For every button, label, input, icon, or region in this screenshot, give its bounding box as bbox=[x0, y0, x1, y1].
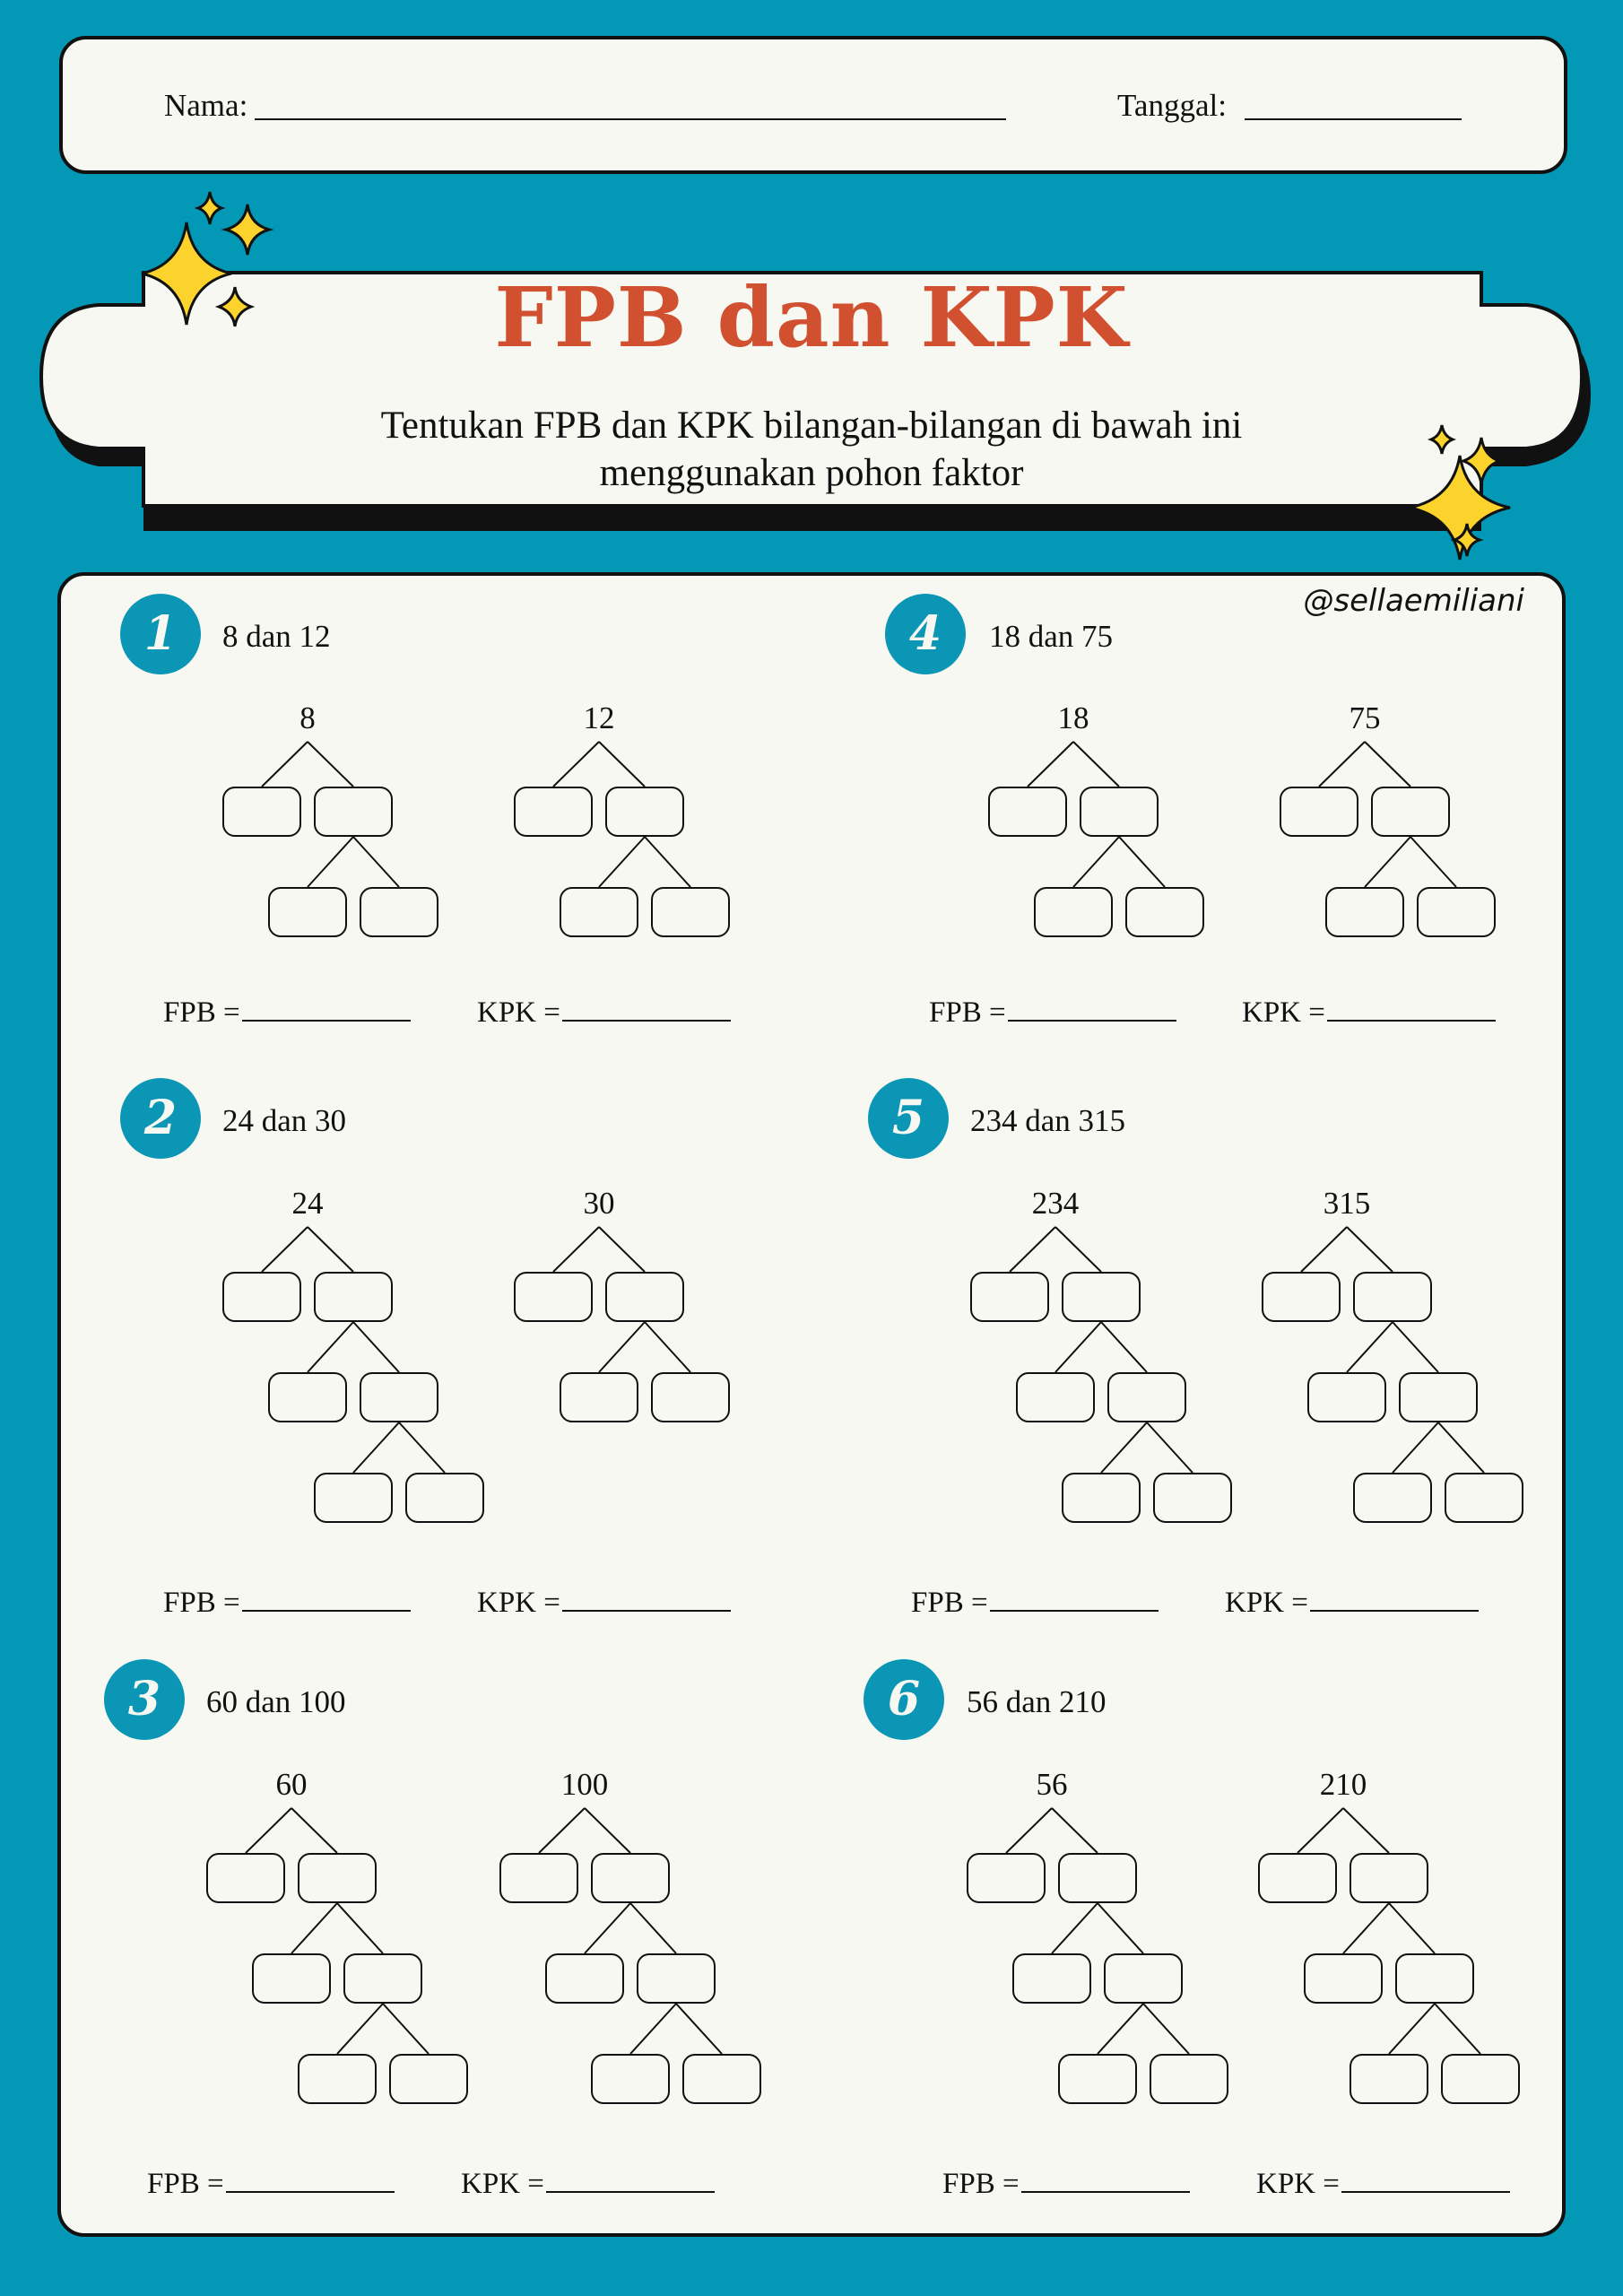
factor-box[interactable] bbox=[1104, 1953, 1183, 2004]
factor-box[interactable] bbox=[222, 1272, 301, 1322]
problem-label: 8 dan 12 bbox=[222, 619, 331, 654]
fpb-blank[interactable] bbox=[1008, 991, 1176, 1022]
tree-root-number: 18 bbox=[1057, 700, 1089, 735]
fpb-label: FPB = bbox=[911, 1587, 988, 1619]
tree-root-number: 234 bbox=[1031, 1186, 1080, 1221]
factor-box[interactable] bbox=[591, 2054, 670, 2104]
factor-box[interactable] bbox=[970, 1272, 1049, 1322]
factor-box[interactable] bbox=[1107, 1372, 1186, 1422]
factor-box[interactable] bbox=[605, 787, 684, 837]
factor-box[interactable] bbox=[343, 1953, 422, 2004]
factor-box[interactable] bbox=[1080, 787, 1159, 837]
factor-box[interactable] bbox=[1325, 887, 1404, 937]
problem-label: 60 dan 100 bbox=[206, 1684, 346, 1719]
factor-box[interactable] bbox=[545, 1953, 624, 2004]
factor-box[interactable] bbox=[252, 1953, 331, 2004]
page-title: FPB dan KPK bbox=[494, 269, 1129, 366]
factor-box[interactable] bbox=[1150, 2054, 1228, 2104]
kpk-label: KPK = bbox=[1256, 2168, 1340, 2200]
tree-root-number: 12 bbox=[583, 700, 615, 735]
factor-box[interactable] bbox=[1062, 1272, 1141, 1322]
date-label: Tanggal: bbox=[1117, 88, 1227, 123]
factor-box[interactable] bbox=[1262, 1272, 1341, 1322]
problem-number-badge: 6 bbox=[864, 1659, 944, 1740]
factor-box[interactable] bbox=[206, 1853, 285, 1903]
factor-box[interactable] bbox=[298, 2054, 377, 2104]
factor-box[interactable] bbox=[268, 887, 347, 937]
factor-box[interactable] bbox=[591, 1853, 670, 1903]
factor-box[interactable] bbox=[314, 787, 393, 837]
kpk-answer bbox=[461, 2162, 715, 2201]
fpb-answer bbox=[929, 991, 1176, 1030]
factor-box[interactable] bbox=[682, 2054, 761, 2104]
kpk-answer bbox=[477, 991, 731, 1030]
instructions bbox=[269, 402, 1354, 497]
fpb-label: FPB = bbox=[147, 2168, 224, 2200]
factor-box[interactable] bbox=[1445, 1473, 1523, 1523]
factor-box[interactable] bbox=[1258, 1853, 1337, 1903]
fpb-label: FPB = bbox=[163, 996, 240, 1029]
instructions-line: Tentukan FPB dan KPK bilangan-bilangan di bawah ini bbox=[380, 404, 1243, 447]
tree-root-number: 56 bbox=[1036, 1767, 1068, 1802]
fpb-blank[interactable] bbox=[242, 1581, 411, 1612]
tree-root-number: 75 bbox=[1349, 700, 1381, 735]
factor-box[interactable] bbox=[1441, 2054, 1520, 2104]
factor-box[interactable] bbox=[1307, 1372, 1386, 1422]
problem-number-badge: 2 bbox=[120, 1078, 201, 1159]
fpb-label: FPB = bbox=[942, 2168, 1020, 2200]
factor-box[interactable] bbox=[1399, 1372, 1478, 1422]
factor-box[interactable] bbox=[1058, 1853, 1137, 1903]
problem-number-badge: 1 bbox=[120, 594, 201, 674]
factor-box[interactable] bbox=[1350, 1853, 1428, 1903]
instructions-line: menggunakan pohon faktor bbox=[599, 452, 1024, 494]
kpk-blank[interactable] bbox=[562, 991, 731, 1022]
fpb-answer bbox=[942, 2162, 1190, 2201]
fpb-blank[interactable] bbox=[1021, 2162, 1190, 2193]
problem-label: 18 dan 75 bbox=[989, 619, 1114, 654]
factor-box[interactable] bbox=[651, 1372, 730, 1422]
fpb-answer bbox=[911, 1581, 1159, 1620]
factor-box[interactable] bbox=[1058, 2054, 1137, 2104]
problem-label: 234 dan 315 bbox=[970, 1103, 1126, 1138]
factor-box[interactable] bbox=[499, 1853, 578, 1903]
factor-box[interactable] bbox=[1350, 2054, 1428, 2104]
kpk-blank[interactable] bbox=[546, 2162, 715, 2193]
factor-box[interactable] bbox=[360, 1372, 438, 1422]
factor-box[interactable] bbox=[1034, 887, 1113, 937]
problem-number-badge: 4 bbox=[885, 594, 966, 674]
fpb-blank[interactable] bbox=[226, 2162, 395, 2193]
factor-box[interactable] bbox=[298, 1853, 377, 1903]
factor-box[interactable] bbox=[560, 887, 638, 937]
fpb-answer bbox=[163, 1581, 411, 1620]
factor-box[interactable] bbox=[637, 1953, 716, 2004]
problem-number-badge: 3 bbox=[104, 1659, 185, 1740]
factor-box[interactable] bbox=[1125, 887, 1204, 937]
fpb-label: FPB = bbox=[929, 996, 1006, 1029]
problem-label: 24 dan 30 bbox=[222, 1103, 347, 1138]
kpk-answer bbox=[477, 1581, 731, 1620]
fpb-blank[interactable] bbox=[990, 1581, 1159, 1612]
tree-root-number: 100 bbox=[560, 1767, 609, 1802]
kpk-label: KPK = bbox=[461, 2168, 544, 2200]
factor-box[interactable] bbox=[1395, 1953, 1474, 2004]
fpb-label: FPB = bbox=[163, 1587, 240, 1619]
factor-box[interactable] bbox=[651, 887, 730, 937]
factor-box[interactable] bbox=[1353, 1473, 1432, 1523]
kpk-label: KPK = bbox=[1242, 996, 1325, 1029]
problem-label: 56 dan 210 bbox=[967, 1684, 1107, 1719]
factor-box[interactable] bbox=[1153, 1473, 1232, 1523]
factor-box[interactable] bbox=[514, 1272, 593, 1322]
factor-box[interactable] bbox=[1280, 787, 1358, 837]
factor-box[interactable] bbox=[268, 1372, 347, 1422]
factor-box[interactable] bbox=[1304, 1953, 1383, 2004]
name-label: Nama: bbox=[164, 88, 248, 123]
fpb-blank[interactable] bbox=[242, 991, 411, 1022]
factor-box[interactable] bbox=[1012, 1953, 1091, 2004]
kpk-blank[interactable] bbox=[1341, 2162, 1510, 2193]
tree-root-number: 210 bbox=[1319, 1767, 1367, 1802]
kpk-label: KPK = bbox=[477, 996, 560, 1029]
factor-box[interactable] bbox=[222, 787, 301, 837]
factor-box[interactable] bbox=[1016, 1372, 1095, 1422]
tree-root-number: 60 bbox=[275, 1767, 308, 1802]
factor-box[interactable] bbox=[360, 887, 438, 937]
fpb-answer bbox=[147, 2162, 395, 2201]
kpk-answer bbox=[1225, 1581, 1479, 1620]
factor-box[interactable] bbox=[1062, 1473, 1141, 1523]
kpk-label: KPK = bbox=[1225, 1587, 1308, 1619]
tree-root-number: 24 bbox=[291, 1186, 324, 1221]
tree-root-number: 30 bbox=[583, 1186, 615, 1221]
factor-box[interactable] bbox=[514, 787, 593, 837]
factor-box[interactable] bbox=[1371, 787, 1450, 837]
factor-box[interactable] bbox=[1417, 887, 1496, 937]
factor-box[interactable] bbox=[314, 1272, 393, 1322]
factor-box[interactable] bbox=[560, 1372, 638, 1422]
kpk-blank[interactable] bbox=[1327, 991, 1496, 1022]
kpk-answer bbox=[1242, 991, 1496, 1030]
factor-box[interactable] bbox=[967, 1853, 1046, 1903]
problem-number-badge: 5 bbox=[868, 1078, 949, 1159]
kpk-answer bbox=[1256, 2162, 1510, 2201]
fpb-answer bbox=[163, 991, 411, 1030]
kpk-label: KPK = bbox=[477, 1587, 560, 1619]
tree-root-number: 8 bbox=[299, 700, 316, 735]
kpk-blank[interactable] bbox=[562, 1581, 731, 1612]
factor-box[interactable] bbox=[605, 1272, 684, 1322]
kpk-blank[interactable] bbox=[1310, 1581, 1479, 1612]
author-handle: @sellaemiliani bbox=[1303, 583, 1524, 619]
factor-box[interactable] bbox=[1353, 1272, 1432, 1322]
factor-box[interactable] bbox=[389, 2054, 468, 2104]
factor-box[interactable] bbox=[988, 787, 1067, 837]
tree-root-number: 315 bbox=[1323, 1186, 1371, 1221]
factor-box[interactable] bbox=[405, 1473, 484, 1523]
factor-box[interactable] bbox=[314, 1473, 393, 1523]
